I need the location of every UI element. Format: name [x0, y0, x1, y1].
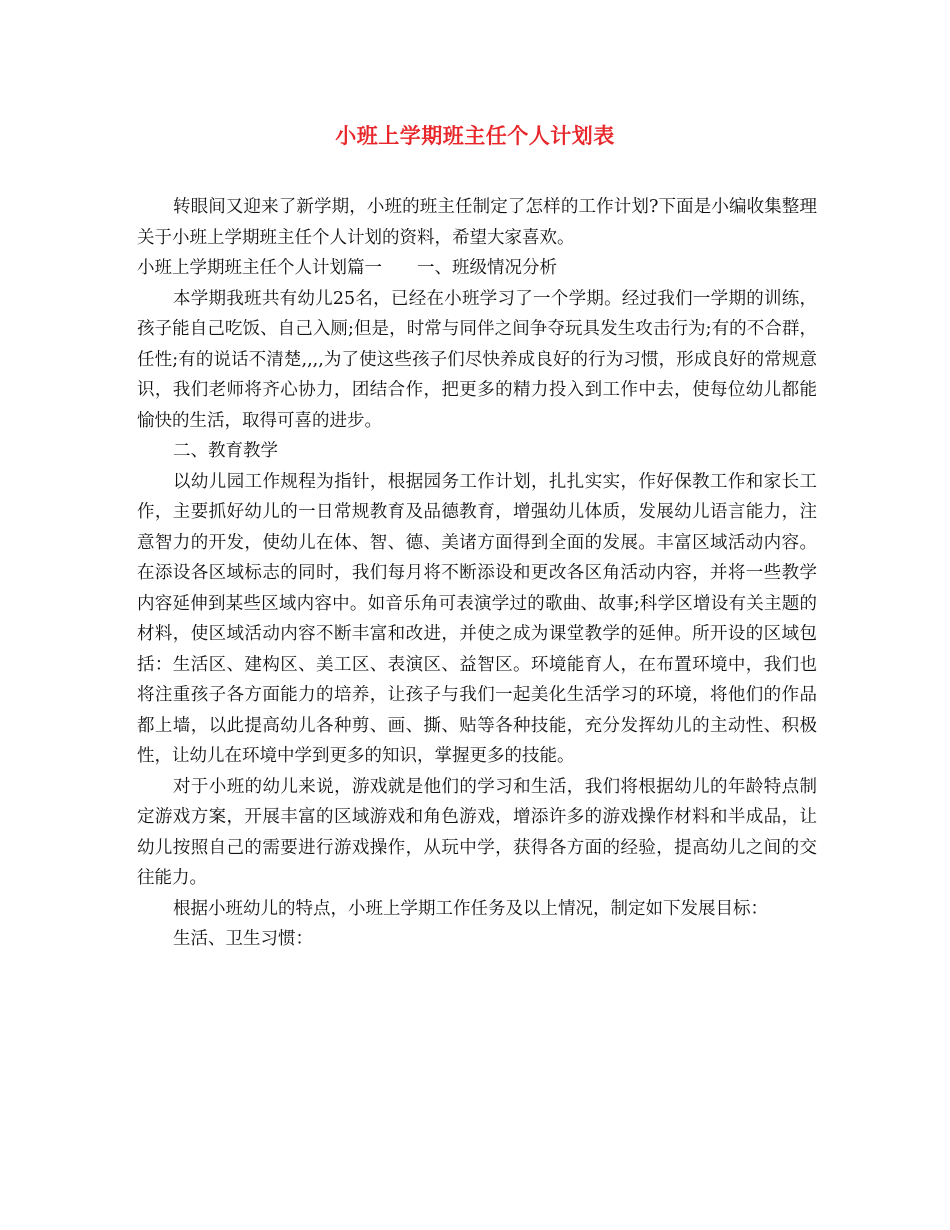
class-analysis-paragraph: 本学期我班共有幼儿25名，已经在小班学习了一个学期。经过我们一学期的训练，孩子能自己吃饭、自己入厕;但是，时常与同伴之间争夺玩具发生攻击行为;有的不合群，任性;有的说话不清楚,,,,为了使这些孩子们尽快养成良好的行为习惯，形成良好的常规意识，我们老师将齐心协力，团结合作，把更多的精力投入到工作中去，使每位幼儿都能愉快的生活，取得可喜的进步。 [137, 288, 817, 431]
document-body [137, 192, 817, 955]
section-heading-education: 二、教育教学 [173, 441, 278, 461]
section-heading-hygiene: 生活、卫生习惯： [173, 929, 313, 949]
intro-paragraph: 转眼间又迎来了新学期，小班的班主任制定了怎样的工作计划?下面是小编收集整理关于小班上学期班主任个人计划的资料，希望大家喜欢。 [137, 197, 817, 248]
goals-intro-paragraph: 根据小班幼儿的特点，小班上学期工作任务及以上情况，制定如下发展目标： [173, 898, 768, 919]
document-title: 小班上学期班主任个人计划表 [335, 123, 615, 148]
education-paragraph: 以幼儿园工作规程为指针，根据园务工作计划，扎扎实实，作好保教工作和家长工作，主要抓好幼儿的一日常规教育及品德教育，增强幼儿体质，发展幼儿语言能力，注意智力的开发，使幼儿在体、智、德、美诸方面得到全面的发展。丰富区域活动内容。在添设各区域标志的同时，我们每月将不断添设和更改各区角活动内容，并将一些教学内容延伸到某些区域内容中。如音乐角可表演学过的歌曲、故事;科学区增设有关主题的材料，使区域活动内容不断丰富和改进，并使之成为课堂教学的延伸。所开设的区域包括：生活区、建构区、美工区、表演区、益智区。环境能育人，在布置环境中，我们也将注重孩子各方面能力的培养，让孩子与我们一起美化生活学习的环境，将他们的作品都上墙，以此提高幼儿各种剪、画、撕、贴等各种技能，充分发挥幼儿的主动性、积极性，让幼儿在环境中学到更多的知识，掌握更多的技能。 [137, 471, 817, 766]
games-paragraph: 对于小班的幼儿来说，游戏就是他们的学习和生活，我们将根据幼儿的年龄特点制定游戏方案，开展丰富的区域游戏和角色游戏，增添许多的游戏操作材料和半成品，让幼儿按照自己的需要进行游戏操作，从玩中学，获得各方面的经验，提高幼儿之间的交往能力。 [137, 776, 817, 888]
section-heading-plan-one: 小班上学期班主任个人计划篇一 一、班级情况分析 [137, 258, 557, 278]
